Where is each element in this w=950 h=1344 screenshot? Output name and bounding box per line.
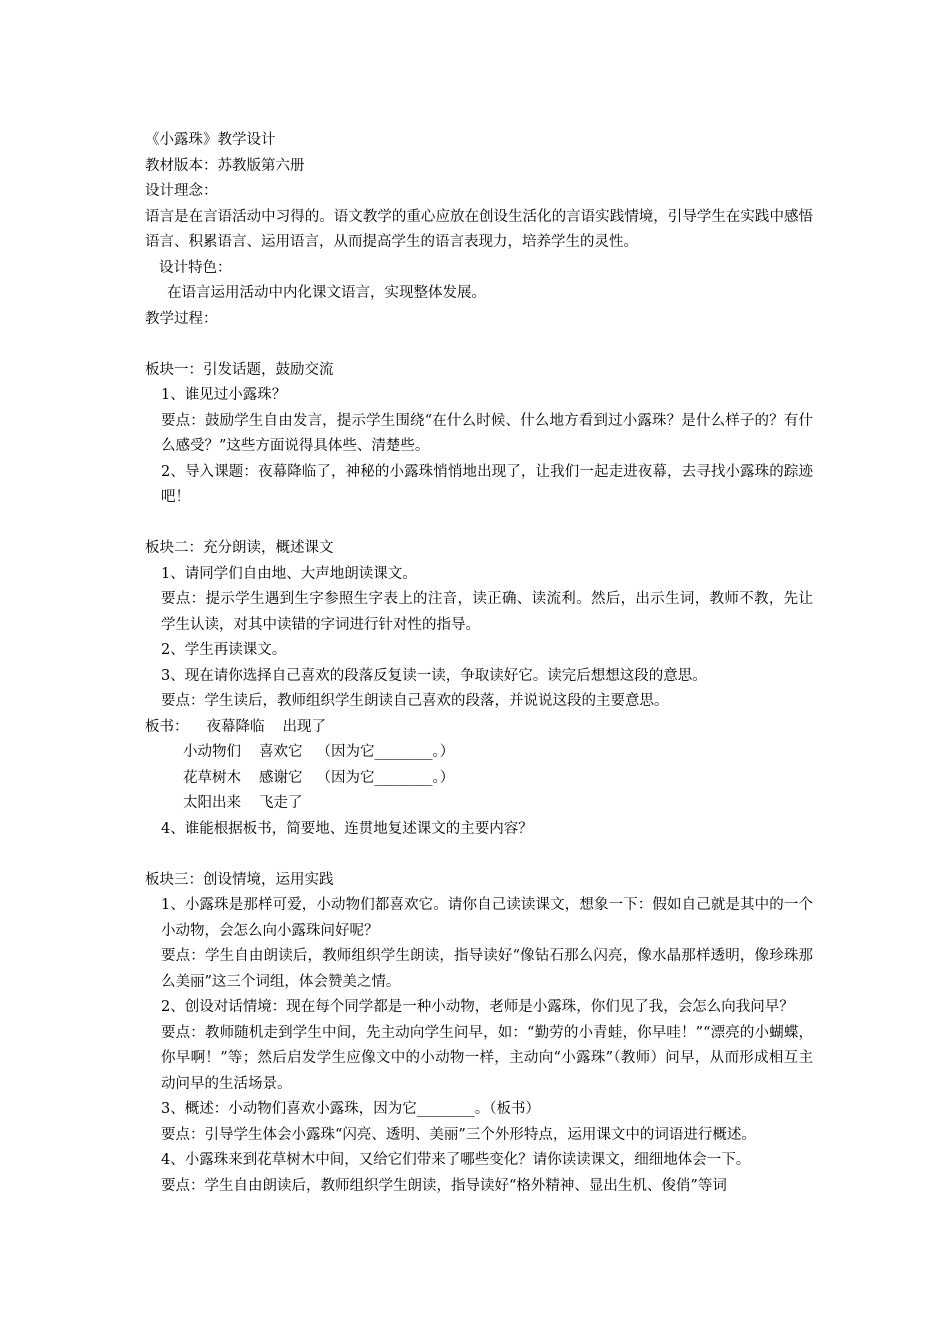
block2-heading: 板块二：充分朗读，概述课文 [145, 540, 334, 556]
block3-keypoint-3: 要点：引导学生体会小露珠“闪亮、透明、美丽”三个外形特点，运用课文中的词语进行概述。 [161, 1126, 756, 1143]
board-cell: 太阳出来 [183, 795, 241, 811]
board-row-2 [145, 740, 813, 766]
block2-item-1: 1、请同学们自由地、大声地朗读课文。 [161, 565, 417, 582]
process-label: 教学过程： [145, 310, 218, 327]
block2-item-4: 4、谁能根据板书，简要地、连贯地复述课文的主要内容？ [161, 820, 533, 837]
block2-item-3: 3、现在请你选择自己喜欢的段落反复读一读，争取读好它。读完后想想这段的意思。 [161, 667, 707, 684]
block3-item-4: 4、小露珠来到花草树木中间，又给它们带来了哪些变化？请你读读课文，细细地体会一下。 [161, 1152, 751, 1168]
board-row-3 [145, 766, 813, 792]
feature-label: 设计特色： [159, 259, 232, 276]
block1-item-2: 2、导入课题：夜幕降临了，神秘的小露珠悄悄地出现了，让我们一起走进夜幕，去寻找小露珠的踪迹吧！ [161, 463, 813, 505]
board-label: 板书： [145, 718, 189, 735]
block3-item-2: 2、创设对话情境：现在每个同学都是一种小动物，老师是小露珠，你们见了我，会怎么向我问早？ [161, 999, 794, 1015]
block1-item-1: 1、谁见过小露珠？ [161, 387, 287, 403]
block1-heading: 板块一：引发话题，鼓励交流 [145, 361, 334, 378]
block3-item-3: 3、概述：小动物们喜欢小露珠，因为它________。（板书） [161, 1101, 540, 1117]
board-cell: 飞走了 [259, 795, 303, 811]
edition-line: 教材版本：苏教版第六册 [145, 157, 305, 174]
spacer [145, 511, 813, 537]
board-cell: （因为它________。） [316, 744, 455, 760]
block1-keypoint: 要点：鼓励学生自由发言，提示学生围绕“在什么时候、什么地方看到过小露珠？是什么样子的？有什么感受？”这些方面说得具体些、清楚些。 [161, 412, 813, 454]
block3-heading: 板块三：创设情境，运用实践 [145, 871, 334, 888]
block2-keypoint-1: 要点：提示学生遇到生字参照生字表上的注音，读正确、读流利。然后，出示生词，教师不教，先让学生认读，对其中读错的字词进行针对性的指导。 [161, 591, 813, 633]
block3-keypoint-4: 要点：学生自由朗读后，教师组织学生朗读，指导读好“格外精神、显出生机、俊俏”等词 [161, 1177, 727, 1194]
document-title: 《小露珠》教学设计 [145, 132, 276, 148]
board-cell: （因为它________。） [316, 769, 455, 786]
block2-item-2: 2、学生再读课文。 [161, 642, 287, 658]
board-cell: 出现了 [282, 718, 326, 735]
concept-label: 设计理念： [145, 183, 218, 199]
block3-keypoint-2: 要点：教师随机走到学生中间，先主动向学生问早，如：“勤劳的小青蛙，你早哇！”“漂亮的小蝴蝶，你早啊！”等；然后启发学生应像文中的小动物一样，主动向“小露珠”（教师）问早，从而形成相互主动问早的生活场景。 [161, 1024, 813, 1092]
spacer [145, 332, 813, 358]
board-cell: 喜欢它 [259, 744, 303, 760]
block2-keypoint-2: 要点：学生读后，教师组织学生朗读自己喜欢的段落，并说说这段的主要意思。 [161, 693, 669, 709]
board-cell: 夜幕降临 [206, 718, 265, 735]
board-cell: 感谢它 [259, 769, 303, 786]
spacer [145, 842, 813, 868]
board-cell: 花草树木 [183, 769, 241, 786]
concept-paragraph: 语言是在言语活动中习得的。语文教学的重心应放在创设生活化的言语实践情境，引导学生在实践中感悟语言、积累语言、运用语言，从而提高学生的语言表现力，培养学生的灵性。 [145, 208, 813, 250]
board-cell: 小动物们 [183, 744, 241, 760]
board-row-1 [145, 715, 813, 741]
document-body [145, 128, 813, 1199]
block3-keypoint-1: 要点：学生自由朗读后，教师组织学生朗读，指导读好“像钻石那么闪亮，像水晶那样透明，像珍珠那么美丽”这三个词组，体会赞美之情。 [161, 948, 813, 990]
feature-paragraph: 在语言运用活动中内化课文语言，实现整体发展。 [167, 285, 486, 301]
block3-item-1: 1、小露珠是那样可爱，小动物们都喜欢它。请你自己读读课文，想象一下：假如自己就是其中的一个小动物，会怎么向小露珠问好呢？ [161, 897, 813, 939]
board-row-4 [145, 791, 813, 817]
